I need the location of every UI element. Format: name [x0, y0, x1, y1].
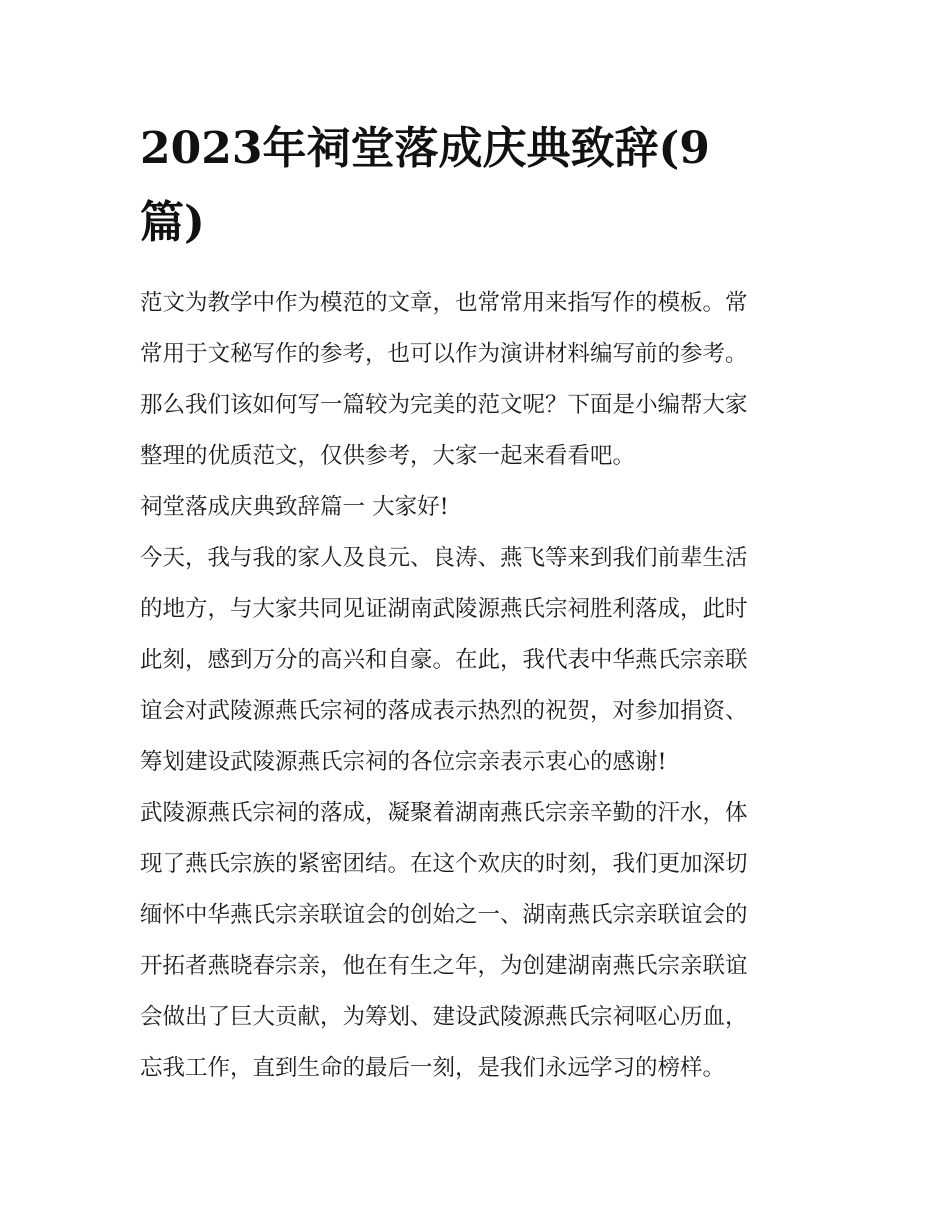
title-line: 篇) — [140, 197, 205, 248]
document-body — [140, 278, 820, 1094]
body-line: 武陵源燕氏宗祠的落成，凝聚着湖南燕氏宗亲辛勤的汗水，体 — [140, 800, 748, 826]
body-line: 现了燕氏宗族的紧密团结。在这个欢庆的时刻，我们更加深切 — [140, 851, 748, 877]
body-line: 常用于文秘写作的参考，也可以作为演讲材料编写前的参考。 — [140, 341, 748, 367]
body-line: 的地方，与大家共同见证湖南武陵源燕氏宗祠胜利落成，此时 — [140, 596, 748, 622]
title-line: 2023年祠堂落成庆典致辞(9 — [140, 123, 710, 174]
body-line: 谊会对武陵源燕氏宗祠的落成表示热烈的祝贺，对参加捐资、 — [140, 698, 748, 724]
body-line: 今天，我与我的家人及良元、良涛、燕飞等来到我们前辈生活 — [140, 545, 748, 571]
body-line: 筹划建设武陵源燕氏宗祠的各位宗亲表示衷心的感谢! — [140, 749, 667, 775]
body-line: 会做出了巨大贡献，为筹划、建设武陵源燕氏宗祠呕心历血， — [140, 1004, 748, 1030]
body-line: 那么我们该如何写一篇较为完美的范文呢？下面是小编帮大家 — [140, 392, 748, 418]
body-line: 缅怀中华燕氏宗亲联谊会的创始之一、湖南燕氏宗亲联谊会的 — [140, 902, 748, 928]
body-line: 忘我工作，直到生命的最后一刻，是我们永远学习的榜样。 — [140, 1055, 726, 1081]
document-title — [140, 112, 780, 260]
body-line: 祠堂落成庆典致辞篇一 大家好! — [140, 494, 449, 520]
body-line: 此刻，感到万分的高兴和自豪。在此，我代表中华燕氏宗亲联 — [140, 647, 748, 673]
body-line: 整理的优质范文，仅供参考，大家一起来看看吧。 — [140, 443, 636, 469]
body-line: 范文为教学中作为模范的文章，也常常用来指写作的模板。常 — [140, 290, 748, 316]
body-line: 开拓者燕晓春宗亲，他在有生之年，为创建湖南燕氏宗亲联谊 — [140, 953, 748, 979]
